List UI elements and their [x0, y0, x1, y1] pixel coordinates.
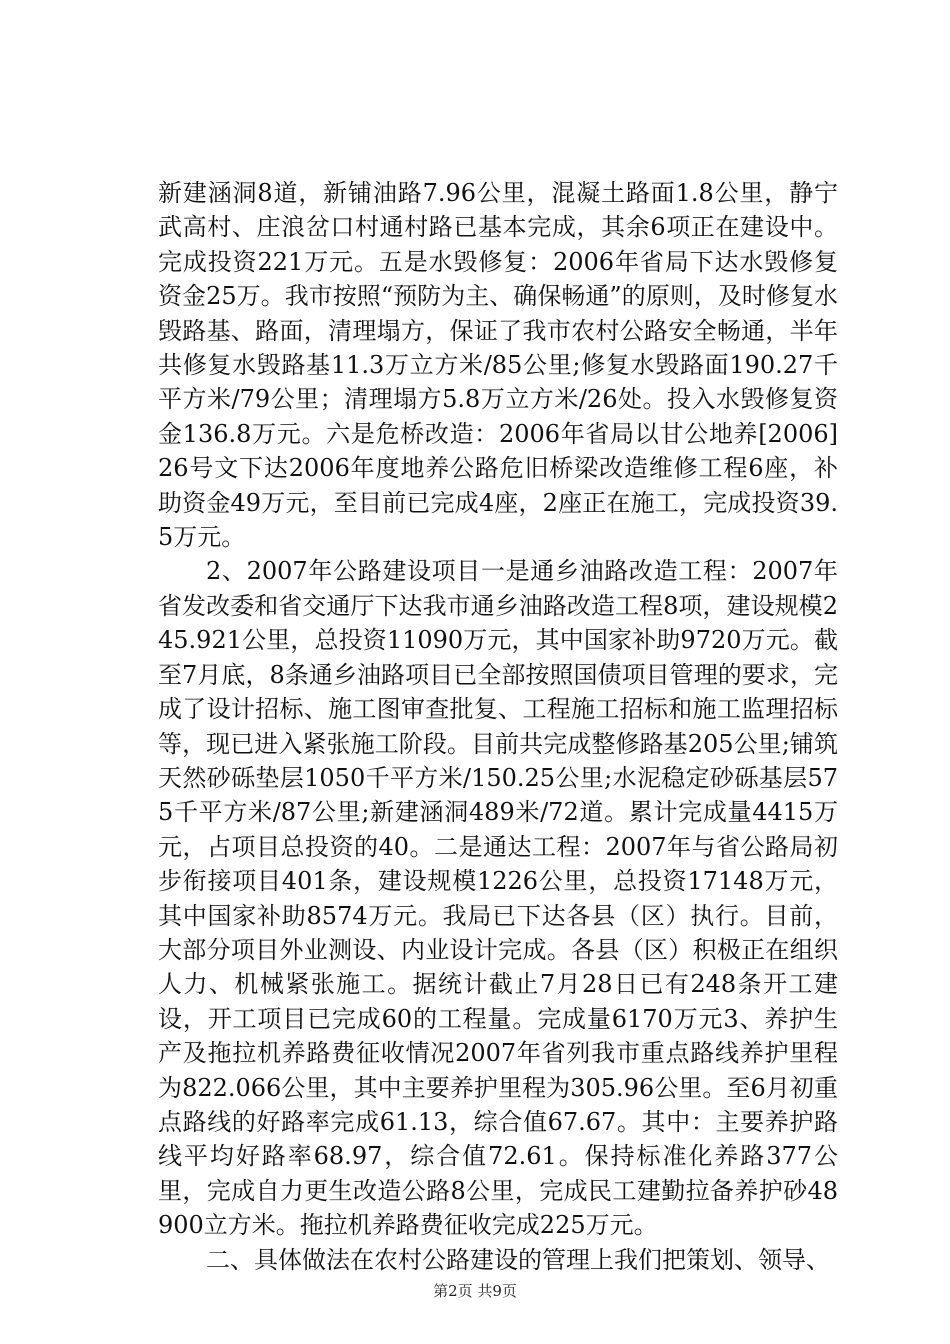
page-number: 第2页 共9页 [433, 1282, 517, 1300]
paragraph-methods: 二、具体做法在农村公路建设的管理上我们把策划、领导、 [206, 1245, 830, 1274]
paragraph-2007-projects: 2、2007年公路建设项目一是通乡油路改造工程：2007年省发改委和省交通厅下达我市通乡油路改造工程8项，建设规模245.921公里，总投资11090万元，其中国家补助9720万元。截至7月底，8条通乡油路项目已全部按照国债项目管理的要求，完成了设计招标、施工图审查批复、工程施工招标和施工监理招标等，现已进入紧张施工阶段。目前共完成整修路基205公里;铺筑天然砂砾垫层1050千平方米/150.25公里;水泥稳定砂砾基层575千平方米/87公里;新建涵洞489米/72道。累计完成量4415万元，占项目总投资的40。二是通达工程：2007年与省公路局初步衔接项目401条，建设规模1226公里，总投资17148万元，其中国家补助8574万元。我局已下达各县（区）执行。目前，大部分项目外业测设、内业设计完成。各县（区）积极正在组织人力、机械紧张施工。据统计截止7月28日已有248条开工建设，开工项目已完成60的工程量。完成量6170万元3、养护生产及拖拉机养路费征收情况2007年省列我市重点路线养护里程为822.066公里，其中主要养护里程为305.96公里。至6月初重点路线的好路率完成61.13，综合值67.67。其中：主要养护路线平均好路率68.97，综合值72.61。保持标准化养路377公里，完成自力更生改造公路8公里，完成民工建勤拉备养护砂48900立方米。拖拉机养路费征收完成225万元。 [158, 557, 838, 1240]
body-text [158, 176, 838, 1277]
paragraph-continuation: 新建涵洞8道，新铺油路7.96公里，混凝土路面1.8公里，静宁武高村、庄浪岔口村通村路已基本完成，其余6项正在建设中。完成投资221万元。五是水毁修复：2006年省局下达水毁修复资金25万。我市按照“预防为主、确保畅通”的原则，及时修复水毁路基、路面，清理塌方，保证了我市农村公路安全畅通，半年共修复水毁路基11.3万立方米/85公里;修复水毁路面190.27千平方米/79公里；清理塌方5.8万立方米/26处。投入水毁修复资金136.8万元。六是危桥改造：2006年省局以甘公地养[2006]26号文下达2006年度地养公路危旧桥梁改造维修工程6座，补助资金49万元，至目前已完成4座，2座正在施工，完成投资39.5万元。 [158, 179, 838, 552]
